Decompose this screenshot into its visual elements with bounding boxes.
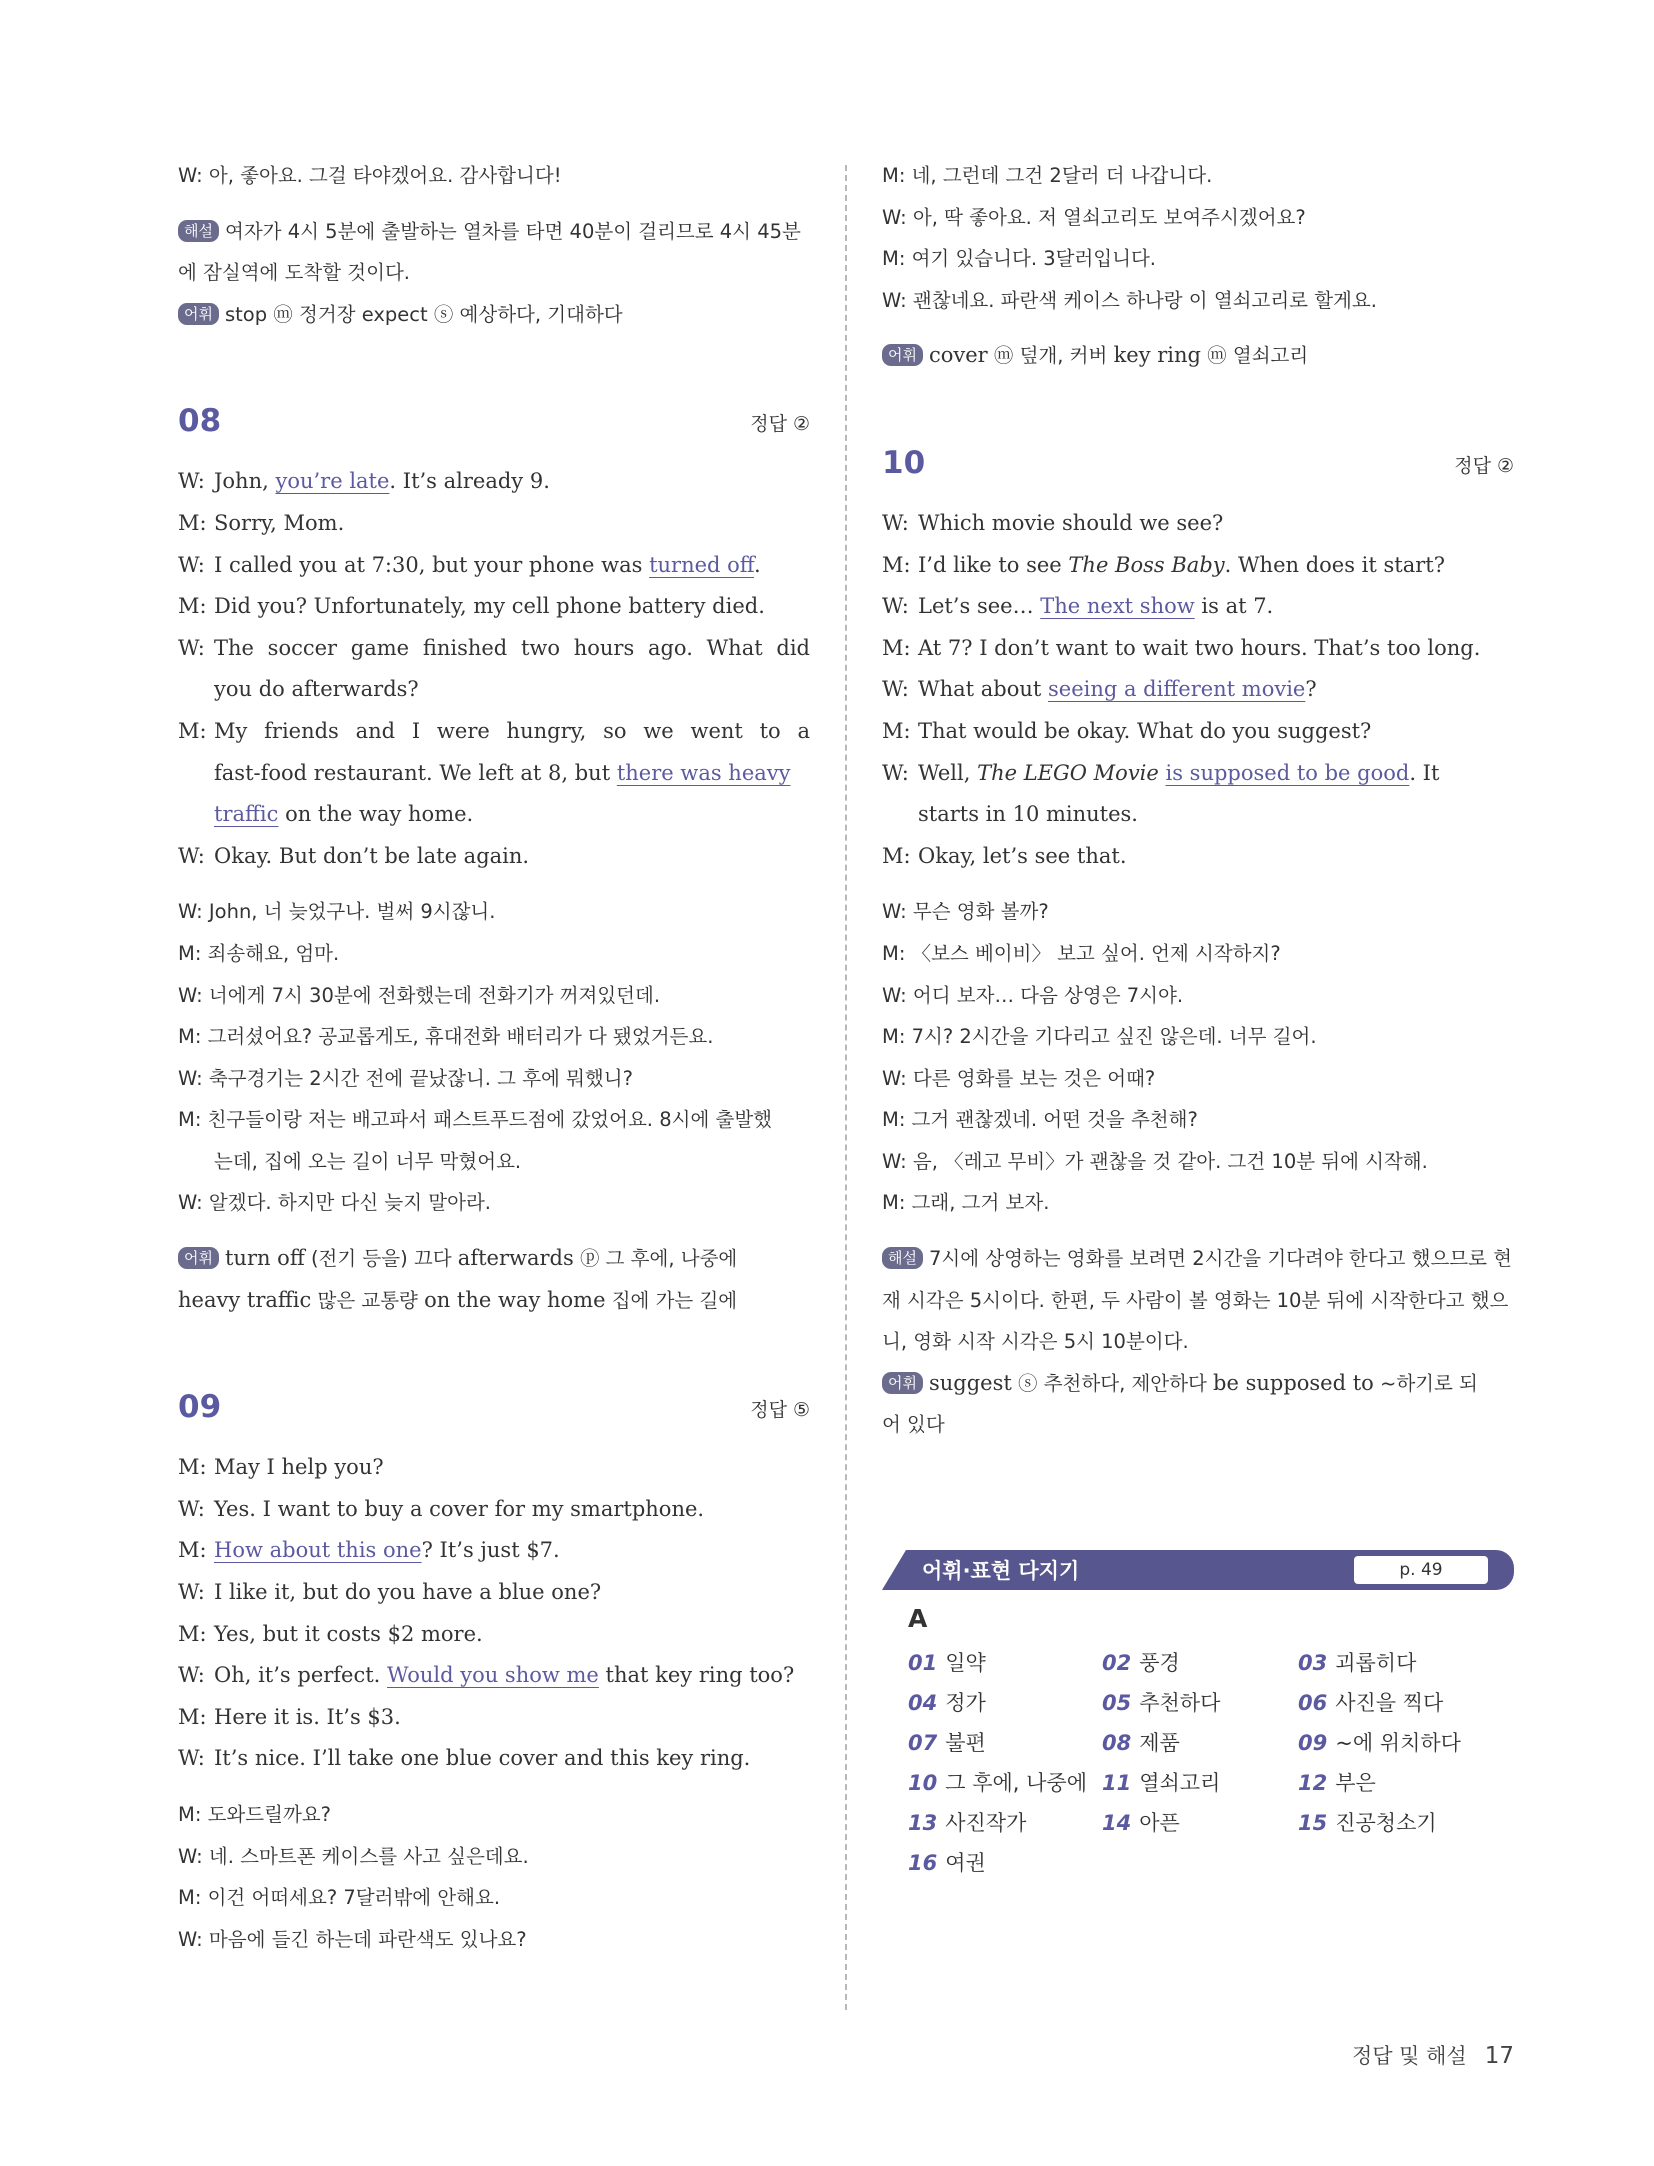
blank-answer: seeing a different movie — [1048, 677, 1306, 702]
right-column — [882, 155, 1514, 1446]
translation-line: W: 알겠다. 하지만 다신 늦지 말아라. — [178, 1191, 491, 1215]
dialogue-line: W: What about seeing a different movie? — [882, 677, 1317, 702]
vocab-badge: 어휘 — [178, 1247, 219, 1269]
translation-line: W: 음, 〈레고 무비〉가 괜찮을 것 같아. 그건 10분 뒤에 시작해. — [882, 1149, 1428, 1173]
section-08-header — [178, 403, 810, 461]
explanation-cont: 재 시각은 5시이다. 한편, 두 사람이 볼 영화는 10분 뒤에 시작한다고 했으 — [882, 1288, 1509, 1312]
dialogue-line: M: My friends and I were hungry, so we went to a — [178, 718, 810, 743]
vocab-note: 어휘 stop ⓜ 정거장 expect ⓢ 예상하다, 기대하다 — [178, 294, 810, 336]
translation-line: W: 어디 보자… 다음 상영은 7시야. — [882, 983, 1184, 1007]
dialogue-line: M: I’d like to see The Boss Baby. When does it start? — [882, 552, 1445, 577]
vocab-item: 14 아픈 — [1102, 1811, 1180, 1835]
page-reference: p. 49 — [1354, 1556, 1488, 1584]
dialogue-line: M: How about this one? It’s just $7. — [178, 1538, 560, 1563]
vocab-item: 01 일약 — [908, 1651, 986, 1675]
blank-answer: How about this one — [214, 1538, 422, 1563]
translation-line: M: 도와드릴까요? — [178, 1803, 331, 1826]
vocab-item: 09 ~에 위치하다 — [1298, 1731, 1461, 1755]
explanation-cont: 에 잠실역에 도착할 것이다. — [178, 261, 411, 285]
translation-line: W: 너에게 7시 30분에 전화했는데 전화기가 꺼져있던데. — [178, 983, 661, 1007]
answer-label: 정답 ② — [1454, 454, 1514, 477]
dialogue-line: M: Here it is. It’s $3. — [178, 1704, 401, 1729]
vocab-item: 12 부은 — [1298, 1771, 1376, 1795]
dialogue-line: M: May I help you? — [178, 1455, 384, 1480]
vocab-note: 어휘 cover ⓜ 덮개, 커버 key ring ⓜ 열쇠고리 — [882, 335, 1514, 377]
dialogue-line: M: Okay, let’s see that. — [882, 843, 1127, 868]
translation-line: W: 축구경기는 2시간 전에 끝났잖니. 그 후에 뭐했니? — [178, 1066, 633, 1090]
vocab-item: 08 제품 — [1102, 1731, 1180, 1755]
dialogue-line: M: Sorry, Mom. — [178, 510, 345, 535]
vocab-badge: 어휘 — [882, 1372, 923, 1394]
answer-label: 정답 ⑤ — [750, 1399, 810, 1422]
dialogue-line: W: John, you’re late. It’s already 9. — [178, 469, 550, 494]
explanation: 해설 7시에 상영하는 영화를 보려면 2시간을 기다려야 한다고 했으므로 현 — [882, 1238, 1514, 1280]
explanation-badge: 해설 — [178, 220, 219, 242]
translation-line: W: 마음에 들긴 하는데 파란색도 있나요? — [178, 1927, 527, 1951]
vocab-item: 03 괴롭히다 — [1298, 1651, 1417, 1675]
section-number: 08 — [178, 403, 222, 440]
translation-line: M: 7시? 2시간을 기다리고 싶진 않은데. 너무 길어. — [882, 1025, 1317, 1049]
dialogue-line: W: Which movie should we see? — [882, 510, 1224, 535]
left-column — [178, 155, 810, 1960]
dialogue-line: M: Did you? Unfortunately, my cell phone battery died. — [178, 594, 765, 619]
translation-line: M: 네, 그런데 그건 2달러 더 나갑니다. — [882, 164, 1213, 187]
dialogue-line: M: That would be okay. What do you suggest? — [882, 718, 1372, 743]
translation-line: W: 아, 딱 좋아요. 저 열쇠고리도 보여주시겠어요? — [882, 205, 1306, 229]
translation-line: M: 여기 있습니다. 3달러입니다. — [882, 247, 1157, 271]
vocab-item: 13 사진작가 — [908, 1811, 1027, 1835]
vocab-item: 16 여권 — [908, 1851, 986, 1875]
dialogue-line: W: Yes. I want to buy a cover for my smartphone. — [178, 1496, 705, 1521]
vocab-badge: 어휘 — [178, 303, 219, 325]
vocab-item: 10 그 후에, 나중에 — [908, 1771, 1087, 1795]
vocab-answer-grid — [908, 1647, 1508, 1887]
banner-title: 어휘·표현 다지기 — [922, 1559, 1080, 1583]
dialogue-line: W: I called you at 7:30, but your phone was turned off. — [178, 552, 761, 577]
blank-answer: is supposed to be good — [1165, 760, 1410, 785]
vocab-item: 05 추천하다 — [1102, 1691, 1221, 1715]
vocab-item: 04 정가 — [908, 1691, 986, 1715]
translation-line: M: 친구들이랑 저는 배고파서 패스트푸드점에 갔었어요. 8시에 출발했 — [178, 1108, 772, 1132]
vocab-note-cont: 어 있다 — [882, 1413, 945, 1437]
dialogue-line-cont: traffic on the way home. — [214, 802, 474, 827]
answer-label: 정답 ② — [750, 413, 810, 436]
vocab-practice-banner — [882, 1548, 1514, 1592]
banner-triangle — [882, 1550, 906, 1590]
translation-line: W: 괜찮네요. 파란색 케이스 하나랑 이 열쇠고리로 할게요. — [882, 288, 1377, 312]
section-number: 09 — [178, 1389, 222, 1426]
vocab-note: 어휘 turn off (전기 등을) 끄다 afterwards ⓟ 그 후에, 나중에 — [178, 1238, 810, 1280]
section-number: 10 — [882, 444, 926, 481]
section-10-header — [882, 445, 1514, 503]
blank-answer: traffic — [214, 802, 279, 827]
dialogue-line-cont: you do afterwards? — [214, 677, 419, 702]
translation-line: M: 이건 어떠세요? 7달러밖에 안해요. — [178, 1886, 501, 1910]
vocab-item: 02 풍경 — [1102, 1651, 1180, 1675]
vocab-badge: 어휘 — [882, 344, 923, 366]
explanation-cont: 니, 영화 시작 시각은 5시 10분이다. — [882, 1330, 1189, 1354]
blank-answer: turned off — [649, 552, 754, 577]
vocab-section-label: A — [908, 1604, 928, 1633]
vocab-item: 07 불편 — [908, 1731, 986, 1755]
dialogue-line: W: Okay. But don’t be late again. — [178, 843, 530, 868]
dialogue-line: W: The soccer game finished two hours ago. What did — [178, 635, 810, 660]
explanation: 해설 여자가 4시 5분에 출발하는 열차를 타면 40분이 걸리므로 4시 45분 — [178, 211, 810, 253]
dialogue-line: W: It’s nice. I’ll take one blue cover and this key ring. — [178, 1746, 751, 1771]
footer-label: 정답 및 해설 — [1351, 2044, 1467, 2068]
column-divider — [845, 165, 847, 2010]
translation-line: M: 그러셨어요? 공교롭게도, 휴대전화 배터리가 다 됐었거든요. — [178, 1025, 714, 1049]
dialogue-line-cont: starts in 10 minutes. — [918, 802, 1138, 827]
translation-line: M: 그래, 그거 보자. — [882, 1191, 1050, 1215]
dialogue-line: W: Well, The LEGO Movie is supposed to be good. It — [882, 760, 1440, 785]
blank-answer: Would you show me — [387, 1663, 599, 1688]
dialogue-line: W: Let’s see… The next show is at 7. — [882, 594, 1274, 619]
translation-line: M: 그거 괜찮겠네. 어떤 것을 추천해? — [882, 1108, 1198, 1132]
section-09-header — [178, 1389, 810, 1447]
blank-answer: you’re late — [275, 469, 390, 494]
translation-line: M: 죄송해요, 엄마. — [178, 941, 340, 965]
vocab-note: 어휘 suggest ⓢ 추천하다, 제안하다 be supposed to ~하기로 되 — [882, 1363, 1514, 1405]
vocab-item: 15 진공청소기 — [1298, 1811, 1437, 1835]
vocab-note-cont: heavy traffic 많은 교통량 on the way home 집에 가는 길에 — [178, 1287, 738, 1312]
blank-answer: The next show — [1040, 594, 1195, 619]
dialogue-line-cont: fast-food restaurant. We left at 8, but there was heavy — [214, 760, 791, 785]
vocab-item: 11 열쇠고리 — [1102, 1771, 1221, 1795]
vocab-item: 06 사진을 찍다 — [1298, 1691, 1444, 1715]
page-footer — [1352, 2040, 1514, 2070]
page-number: 17 — [1484, 2043, 1514, 2069]
dialogue-line: W: Oh, it’s perfect. Would you show me that key ring too? — [178, 1663, 795, 1688]
translation-line: W: 무슨 영화 볼까? — [882, 900, 1049, 924]
translation-line: W: John, 너 늦었구나. 벌써 9시잖니. — [178, 900, 496, 924]
dialogue-line: W: 아, 좋아요. 그걸 타야겠어요. 감사합니다! — [178, 164, 562, 187]
translation-line: W: 네. 스마트폰 케이스를 사고 싶은데요. — [178, 1844, 529, 1868]
blank-answer: there was heavy — [616, 760, 791, 785]
dialogue-line: W: I like it, but do you have a blue one? — [178, 1580, 602, 1605]
translation-line-cont: 는데, 집에 오는 길이 너무 막혔어요. — [214, 1149, 522, 1173]
dialogue-line: M: At 7? I don’t want to wait two hours. That’s too long. — [882, 635, 1481, 660]
explanation-badge: 해설 — [882, 1247, 923, 1269]
translation-line: M: 〈보스 베이비〉 보고 싶어. 언제 시작하지? — [882, 941, 1281, 965]
dialogue-line: M: Yes, but it costs $2 more. — [178, 1621, 483, 1646]
translation-line: W: 다른 영화를 보는 것은 어때? — [882, 1066, 1156, 1090]
